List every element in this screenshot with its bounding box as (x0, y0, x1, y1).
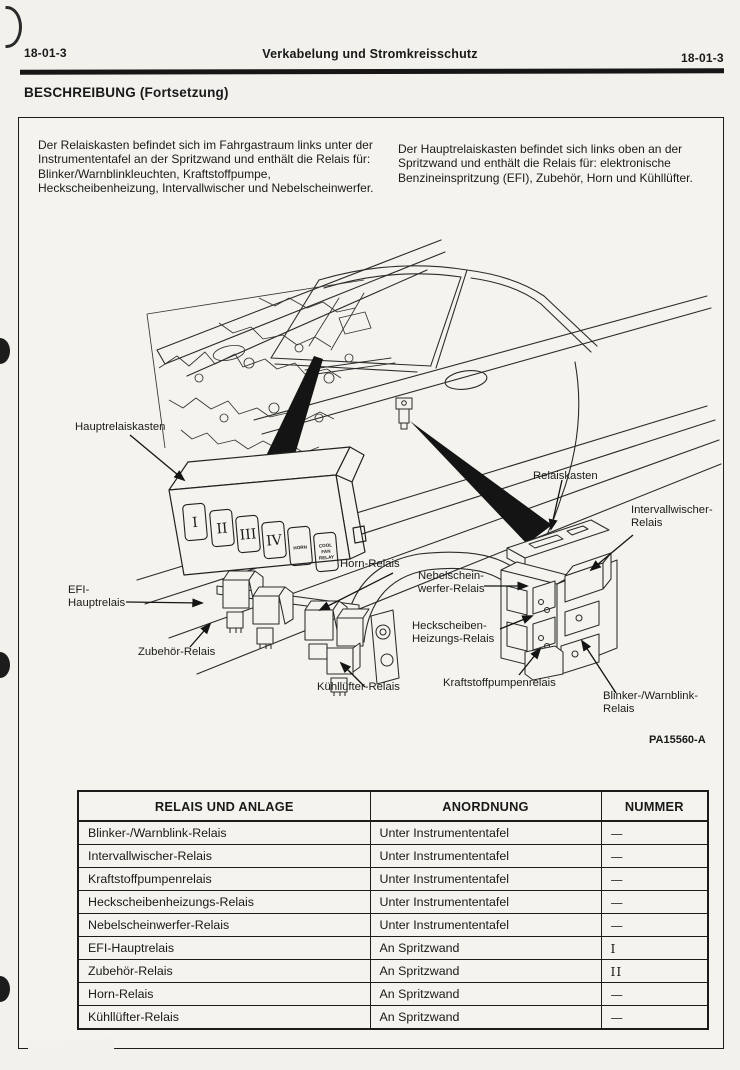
relay-table (77, 790, 709, 1030)
cell-relais: EFI-Hauptrelais (78, 937, 370, 960)
slot-label-horn: HORN (293, 544, 308, 551)
slot-label-3: III (239, 526, 258, 544)
label-zubehoer-relais: Zubehör-Relais (138, 646, 216, 658)
engine-bay-sketch (147, 280, 371, 453)
table-row (78, 821, 708, 845)
cell-nummer: — (601, 983, 708, 1006)
label-line: Hauptrelais (68, 597, 126, 609)
cell-nummer: — (601, 868, 708, 891)
slot-label-cool: COOL (318, 542, 333, 549)
cell-relais: Kühllüfter-Relais (78, 1006, 370, 1030)
table-row (78, 845, 708, 868)
cell-nummer: — (601, 891, 708, 914)
table-row (78, 868, 708, 891)
table-row (78, 983, 708, 1006)
cell-relais: Zubehör-Relais (78, 960, 370, 983)
label-intervallwischer-relais (631, 504, 713, 530)
scan-artifact-hole-1 (0, 338, 10, 364)
cell-anordnung: Unter Instrumententafel (370, 891, 601, 914)
cell-anordnung: An Spritzwand (370, 937, 601, 960)
slot-label-relay: RELAY (318, 554, 335, 561)
section-heading: BESCHREIBUNG (Fortsetzung) (24, 85, 229, 100)
label-line: Nebelschein- (418, 570, 484, 582)
door-bracket-sketch (396, 398, 412, 429)
intro-paragraph-right: Der Hauptrelaiskasten befindet sich links oben an der Spritzwand und enthält die Relais für: elektronische Benzineinspritzung (EFI), Zubehör, Horn und Kühllüfter. (398, 142, 693, 185)
label-relaiskasten: Relaiskasten (533, 470, 598, 482)
table-row (78, 914, 708, 937)
label-heckscheiben-heizungs-relais (412, 620, 494, 646)
intro-paragraph-left: Der Relaiskasten befindet sich im Fahrgastraum links unter der Instrumententafel an der Spritzwand und enthält die Relais für: Blinker/Warnblinkleuchten, Kraftstoffpumpe, Heckscheibenheizung, Intervallwischer und Nebelscheinwerfer. (38, 138, 374, 196)
cell-nummer: — (601, 1006, 708, 1030)
label-line: Heizungs-Relais (412, 633, 495, 645)
label-line: Heckscheiben- (412, 620, 487, 632)
page-number-right: 18-01-3 (681, 51, 724, 65)
cell-anordnung: An Spritzwand (370, 960, 601, 983)
label-line: werfer-Relais (418, 583, 485, 595)
header-rule (20, 68, 724, 74)
slot-label-1: I (191, 514, 199, 532)
cell-anordnung: Unter Instrumententafel (370, 914, 601, 937)
cell-nummer: I (601, 937, 708, 960)
cell-nummer: — (601, 845, 708, 868)
label-nebelscheinwerfer-relais (418, 570, 485, 596)
page-number-left: 18-01-3 (24, 46, 67, 60)
scan-artifact-corner (0, 6, 22, 48)
cell-anordnung: Unter Instrumententafel (370, 845, 601, 868)
table-row (78, 937, 708, 960)
cell-relais: Blinker-/Warnblink-Relais (78, 821, 370, 845)
scan-artifact-hole-2 (0, 652, 10, 678)
label-blinker-warnblink-relais (603, 690, 698, 716)
cell-nummer: II (601, 960, 708, 983)
car-line-art (137, 240, 721, 674)
label-kuehlluefter-relais: Kühllüfter-Relais (317, 681, 400, 693)
cell-anordnung: Unter Instrumententafel (370, 821, 601, 845)
col-header-relais: RELAIS UND ANLAGE (78, 791, 370, 821)
main-relay-box-cover (169, 447, 366, 575)
label-line: Relais (631, 517, 663, 529)
table-row (78, 891, 708, 914)
cell-relais: Kraftstoffpumpenrelais (78, 868, 370, 891)
label-kraftstoffpumpenrelais: Kraftstoffpumpenrelais (443, 677, 556, 689)
figure-code: PA15560-A (649, 734, 706, 746)
page-title: Verkabelung und Stromkreisschutz (262, 47, 478, 61)
cell-relais: Nebelscheinwerfer-Relais (78, 914, 370, 937)
col-header-nummer: NUMMER (601, 791, 708, 821)
cell-nummer: — (601, 914, 708, 937)
label-horn-relais: Horn-Relais (340, 558, 400, 570)
table-row (78, 960, 708, 983)
slot-label-4: IV (265, 532, 283, 550)
cell-anordnung: Unter Instrumententafel (370, 868, 601, 891)
slot-label-2: II (215, 520, 229, 538)
label-efi-hauptrelais (68, 584, 125, 610)
label-hauptrelaiskasten: Hauptrelaiskasten (75, 421, 166, 433)
label-line: EFI- (68, 584, 90, 596)
cell-relais: Intervallwischer-Relais (78, 845, 370, 868)
main-relay-group-sketch (217, 571, 399, 696)
table-header-row (78, 791, 708, 821)
cell-relais: Horn-Relais (78, 983, 370, 1006)
cell-nummer: — (601, 821, 708, 845)
label-line: Intervallwischer- (631, 504, 713, 516)
label-line: Relais (603, 703, 635, 715)
slot-label-fan: FAN (321, 548, 331, 555)
col-header-anordnung: ANORDNUNG (370, 791, 601, 821)
figure-frame (18, 117, 724, 1049)
relay-box-sketch (501, 520, 617, 680)
scan-artifact-hole-3 (0, 976, 10, 1002)
cell-relais: Heckscheibenheizungs-Relais (78, 891, 370, 914)
scan-fold-artifact (28, 1039, 114, 1056)
table-row (78, 1006, 708, 1030)
cell-anordnung: An Spritzwand (370, 1006, 601, 1030)
label-line: Blinker-/Warnblink- (603, 690, 698, 702)
cell-anordnung: An Spritzwand (370, 983, 601, 1006)
